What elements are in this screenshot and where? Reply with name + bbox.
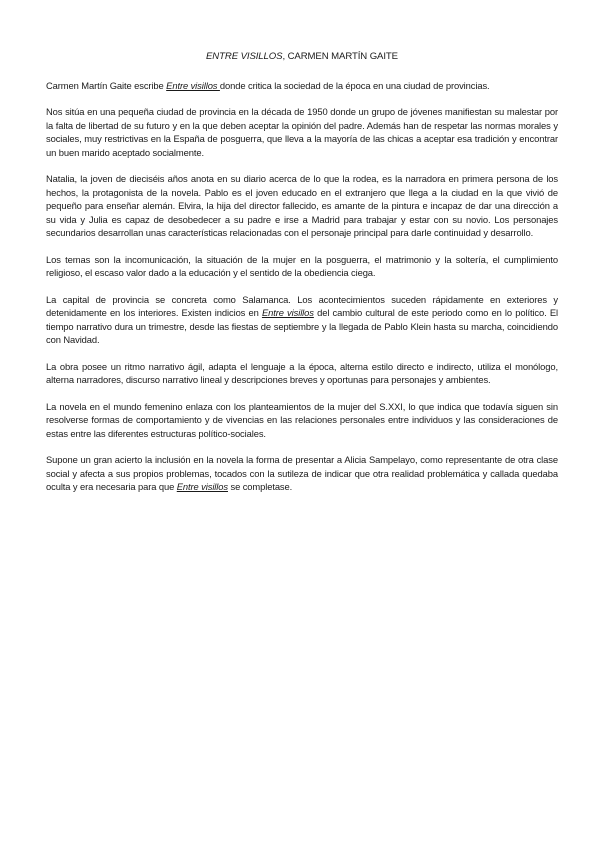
title-author: , CARMEN MARTÍN GAITE [282, 51, 398, 62]
paragraph-intro-text-a: Carmen Martín Gaite escribe [46, 79, 167, 91]
work-title-reference: Entre visillos [176, 481, 228, 492]
paragraph-conclusion-text-b: se completase. [227, 481, 293, 492]
document-page [46, 50, 558, 507]
work-title-reference: Entre visillos [166, 79, 220, 91]
paragraph-place-time-text-a: La capital de provincia se concreta como Salamanca. Los acontecimientos suceden rápidamente en exteriores y detenidamente en los interiores. Existen indicios en [46, 293, 558, 318]
work-title-reference: Entre visillos [261, 307, 314, 318]
paragraph-intro [46, 79, 558, 93]
paragraph-themes: Los temas son la incomunicación, la situación de la mujer en la posguerra, el matrimonio y la soltería, el cumplimiento religioso, el escaso valor dado a la educación y el sentido de la obediencia ciega. [46, 253, 558, 278]
paragraph-conclusion [46, 453, 558, 494]
title-work-name: ENTRE VISILLOS [206, 51, 283, 62]
paragraph-style: La obra posee un ritmo narrativo ágil, adapta el lenguaje a la época, alterna estilo directo e indirecto, utiliza el monólogo, alterna narradores, discurso narrativo lineal y descripciones breves y oportunas para personajes y ambientes. [46, 360, 558, 385]
document-title [46, 50, 558, 64]
paragraph-conclusion-text-a: Supone un gran acierto la inclusión en la novela la forma de presentar a Alicia Sampelayo, como representante de otra clase social y afecta a sus propios problemas, tocados con la sutileza de indicar que otra realidad problemática y callada quedaba oculta y era necesaria para que [46, 454, 558, 492]
paragraph-intro-text-b: donde critica la sociedad de la época en una ciudad de provincias. [219, 79, 490, 91]
paragraph-characters: Natalia, la joven de dieciséis años anota en su diario acerca de lo que la rodea, es la narradora en primera persona de los hechos, la protagonista de la novela. Pablo es el joven educado en el extranjero que llega a la ciudad en la que vivió de pequeño para enseñar alemán. Elvira, la hija del director fallecido, es amante de la pintura e incapaz de dar una dirección a su vida y Julia es capaz de desobedecer a su padre e irse a Madrid para trabajar y estar con su novio. Los personajes secundarios desarrollan unas características relacionadas con el personaje principal para darle continuidad y desarrollo. [46, 173, 558, 238]
paragraph-setting: Nos sitúa en una pequeña ciudad de provincia en la década de 1950 donde un grupo de jóvenes manifiestan su malestar por la falta de libertad de su futuro y en la que deben aceptar la opinión del padre. Además han de respetar las normas morales y sociales, muy restrictivas en la España de posguerra, que lleva a la mayoría de las chicas a aceptar esa tradición y encontrar un buen marido aceptado socialmente. [46, 106, 558, 158]
paragraph-place-time [46, 293, 558, 347]
paragraph-relevance: La novela en el mundo femenino enlaza con los planteamientos de la mujer del S.XXI, lo que indica que todavía siguen sin resolverse formas de comportamiento y de vivencias en las relaciones personales entre individuos y las consideraciones de estas entre las diferentes estructuras político-sociales. [46, 400, 558, 439]
paragraph-place-time-text-b: del cambio cultural de este periodo como en lo político. El tiempo narrativo dura un trimestre, desde las fiestas de septiembre y la llegada de Pablo Klein hasta su marcha, coincidiendo con Navidad. [46, 307, 558, 345]
